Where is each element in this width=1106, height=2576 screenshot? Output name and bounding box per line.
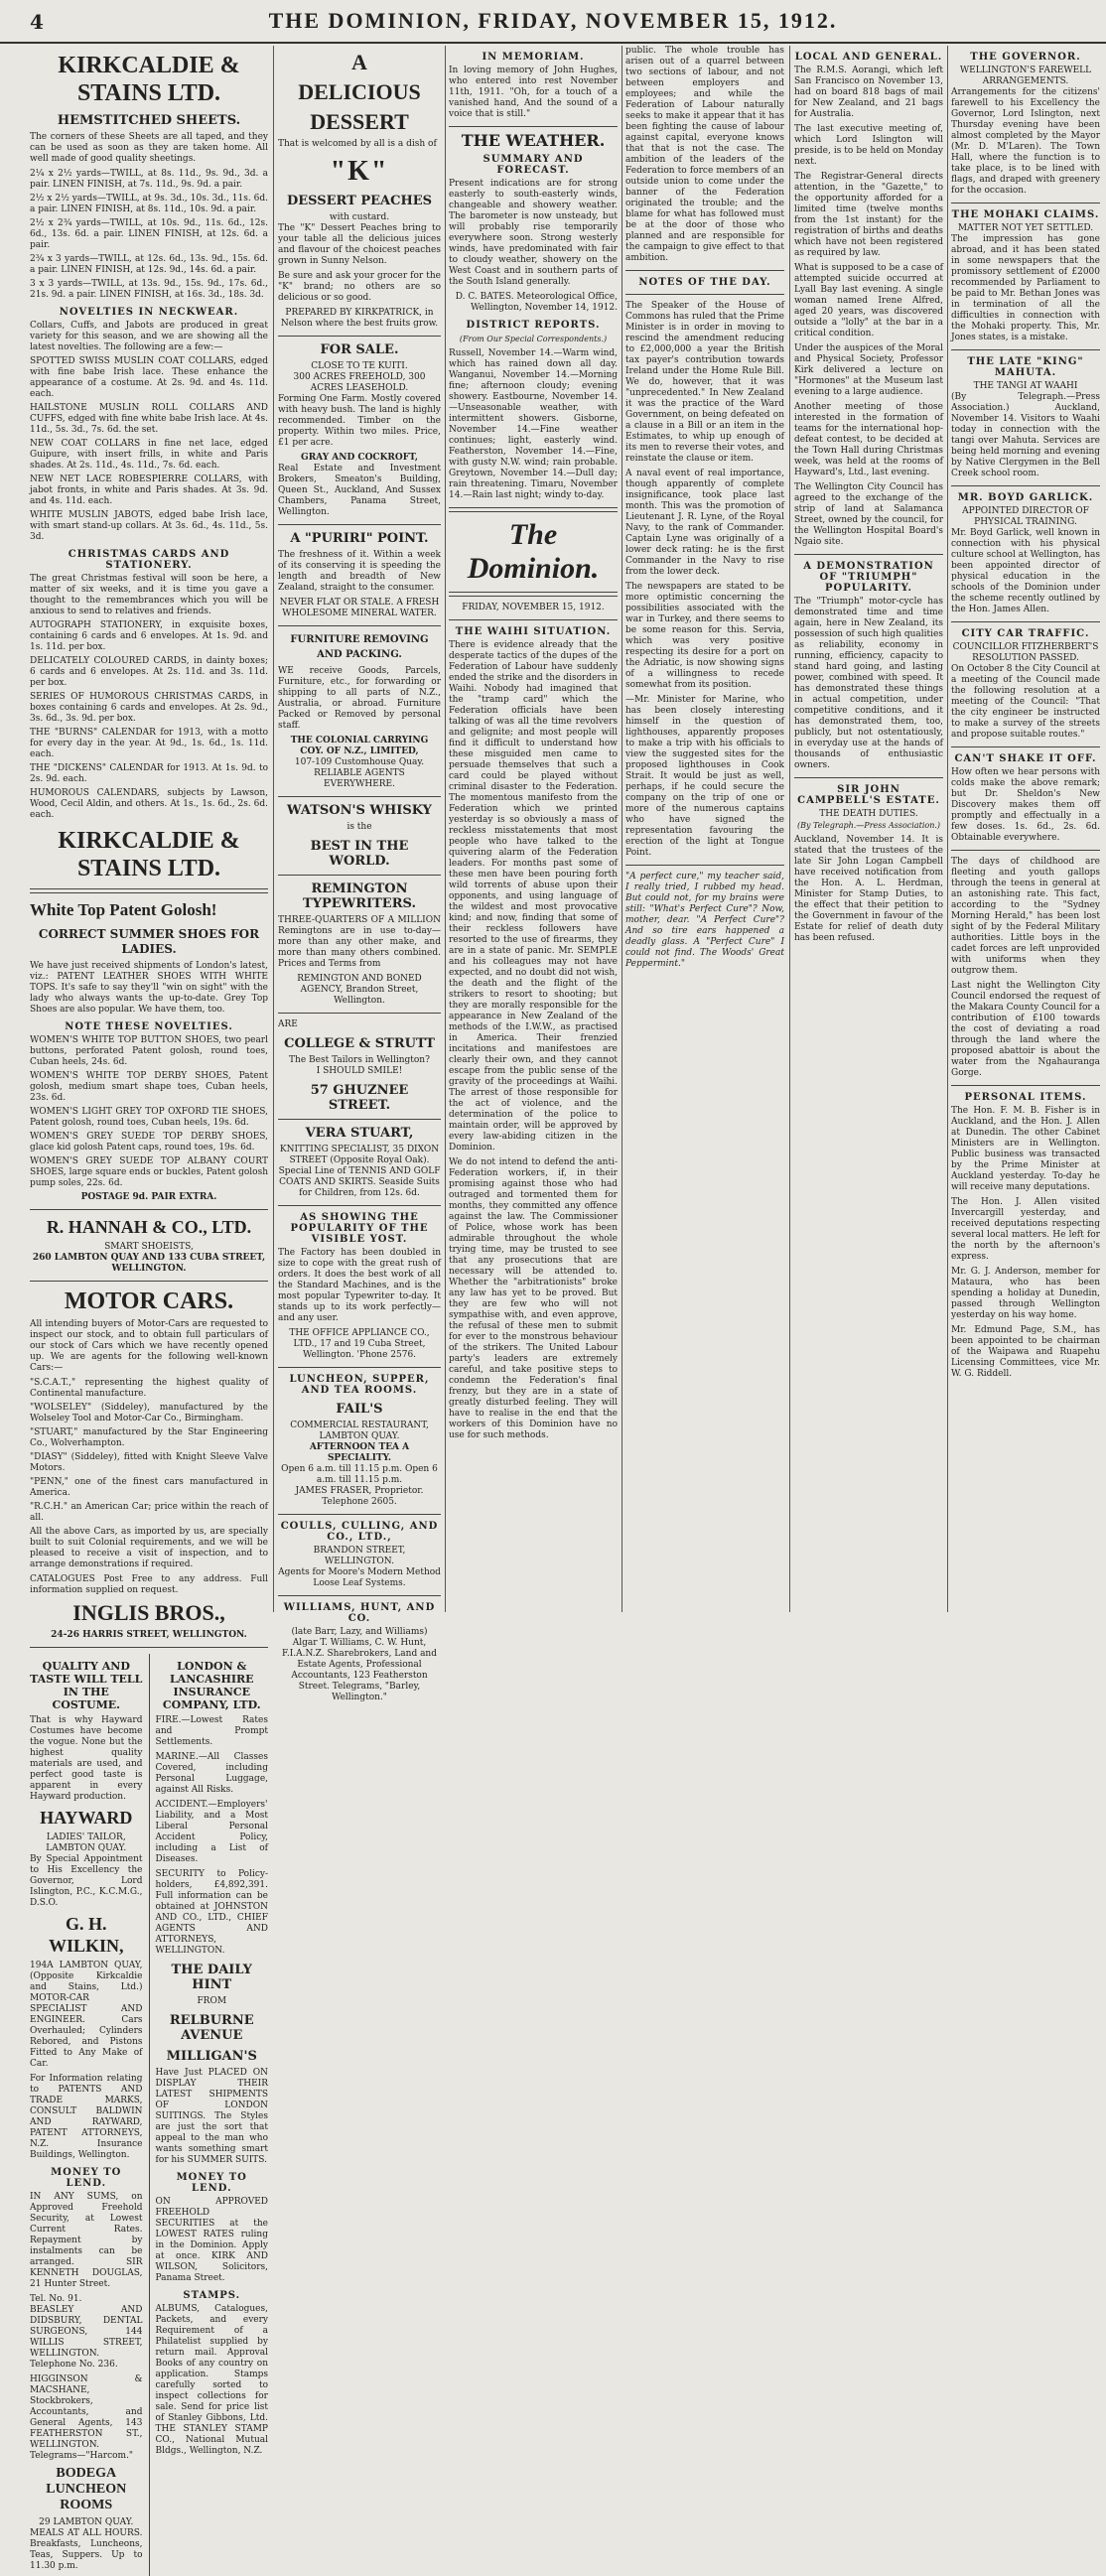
williams-text: (late Barr, Lazy, and Williams) Algar T. Williams, C. W. Hunt, F.I.A.N.Z. Sharebrokers, Land and Estate Agents, Professional Accountants, 123 Featherston Street. Telegrams, "Barley, Wellington." [281, 1627, 437, 1702]
puriri-footer: NEVER FLAT OR STALE. A FRESH WHOLESOME MINERAL WATER. [279, 598, 440, 618]
bodega-text: MEALS AT ALL HOURS. Breakfasts, Luncheons, Teas, Suppers. Up to 11.30 p.m. [30, 2528, 143, 2571]
postage-note: POSTAGE 9d. PAIR EXTRA. [80, 1192, 217, 1202]
mahuta-text: (By Telegraph.—Press Association.) Auckland, November 14. Visitors to Waahi today in connection with the tangi over Mahuta. Services are being held morning and evening by Native Clergymen in the Bell Creek school room. [951, 392, 1100, 478]
catalogues-note: CATALOGUES Post Free to any address. Full information supplied on request. [30, 1574, 268, 1595]
governor-subheading: WELLINGTON'S FAREWELL ARRANGEMENTS. [959, 66, 1092, 86]
column-divider [947, 46, 948, 1612]
inglis-address: 24-26 HARRIS STREET, WELLINGTON. [51, 1630, 247, 1640]
governor-text: Arrangements for the citizens' farewell to his Excellency the Governor, Lord Islington, next Thursday evening have been almost completed by the Mayor (Mr. D. M'Laren). The Town Hall, where the function is to take place, is to be lined with flags, and draped with greenery for the occasion. [951, 87, 1100, 196]
waihi-heading: THE WAIHI SITUATION. [455, 626, 612, 637]
golosh-subtitle: CORRECT SUMMER SHOES FOR LADIES. [38, 927, 260, 956]
divider [278, 1367, 441, 1368]
garlick-heading: MR. BOYD GARLICK. [957, 492, 1094, 503]
local-text-3: The Registrar-General directs attention, in the "Gazette," to the opportunity afforded for a limited time (twelve months from the 1st instant) for the registration of births and deaths which have not been registered as required by law. [794, 172, 943, 258]
close-to: CLOSE TO TE KUITI. [311, 361, 408, 371]
shoes-heading: NOTE THESE NOVELTIES. [65, 1021, 233, 1032]
weather-text: Present indications are for strong easterly to south-easterly winds, changeable and showery weather. The barometer is now unsteady, but will probably rise temporarily everywhere soon. Strong westerly winds, have predominated with fair to cloudy weather, showery on the West Coast and in southern parts of the South Island generally. [449, 179, 618, 287]
memoriam-heading: IN MEMORIAM. [482, 52, 585, 63]
bodega-title: BODEGA LUNCHEON ROOMS [46, 2466, 127, 2512]
furniture-text: WE receive Goods, Parcels, Furniture, etc., for forwarding or shipping to all parts of N.Z., Australia, or abroad. Furniture Packed or Removed by personal staff. [278, 666, 441, 731]
motor-car-item: "R.C.H." an American Car; price within the reach of all. [30, 1502, 268, 1523]
hemstitched-intro: The corners of these Sheets are all taped, and they can be used as soon as they are taken home. All well made of good quality sheetings. [30, 132, 268, 164]
neckwear-item: WHITE MUSLIN JABOTS, edged babe Irish lace, with smart stand-up collars. At 3s. 6d., 4s. 11d., 5s. 3d. [30, 510, 268, 542]
divider [278, 875, 441, 876]
telephone-2: Telephone 2605. [322, 1497, 397, 1507]
weather-signature: D. C. BATES. Meteorological Office, Wellington, November 14, 1912. [455, 292, 618, 313]
london-marine: MARINE.—All Classes Covered, including Personal Luggage, against All Risks. [155, 1752, 268, 1795]
divider [30, 1647, 268, 1648]
commercial-restaurant: COMMERCIAL RESTAURANT, LAMBTON QUAY. [290, 1421, 429, 1441]
two-column-ads [30, 1654, 268, 2576]
telephone-number: Tel. No. 91. [30, 2294, 82, 2304]
xmas-item: SERIES OF HUMOROUS CHRISTMAS CARDS, in boxes containing 6 cards and envelopes. At 2s. 9d., 3s. 6d., 3s. 9d. per box. [30, 692, 268, 724]
garlick-text: Mr. Boyd Garlick, well known in connection with his physical culture school at Wellington, has been appointed director of physical education in the schools of the Dominion under the scheme recently outlined by the Hon. James Allen. [951, 528, 1100, 614]
xmas-item: THE "DICKENS" CALENDAR for 1913. At 1s. 9d. to 2s. 9d. each. [30, 763, 268, 784]
governor-heading: THE GOVERNOR. [970, 52, 1081, 63]
memoriam-text: In loving memory of John Hughes, who entered into rest November 11th, 1911. "Oh, for a touch of a vanished hand, And the sound of a voice that is still." [449, 66, 618, 119]
remington-address: REMINGTON AND BONED AGENCY, Brandon Street, Wellington. [297, 974, 422, 1006]
shake-text: How often we hear persons with colds make the above remark; but Dr. Sheldon's New Discovery makes them off promptly and effectually in a few doses. 1s. 6d., 2s. 6d. Obtainable everywhere. [951, 767, 1100, 843]
with-custard: with custard. [329, 212, 390, 222]
coulls-agents: Agents for Moore's Modern Method Loose Leaf Systems. [278, 1567, 441, 1588]
are-label: ARE [278, 1019, 298, 1029]
motor-cars-text: All intending buyers of Motor-Cars are requested to inspect our stock, and to obtain full particulars of our stock of Cars which we have recently opened up. We are agents for the following well-known Cars:— [30, 1319, 268, 1373]
sheet-price: 2¼ x 2½ yards—TWILL, at 8s. 11d., 9s. 9d., 3d. a pair. LINEN FINISH, at 7s. 11d., 9s. 9d. a pair. [30, 169, 268, 190]
divider [30, 1209, 268, 1210]
college-strutt: COLLEGE & STRUTT [284, 1036, 435, 1051]
matter-text: The impression has gone abroad, and it has been stated in some newspapers that the promissory settlement of £2000 recommended by Parliament to be paid to Mr. Bethan Jones was in termination of all the difficulties in connection with the Mohaki property. This, Mr. Jones states, is a mistake. [951, 234, 1100, 342]
left-ads [30, 1654, 143, 2576]
wilkin-text: 194A LAMBTON QUAY, (Opposite Kirkcaldie and Stains, Ltd.) MOTOR-CAR SPECIALIST AND ENGINEER. Cars Overhauled; Cylinders Rebored, and Pistons Fitted to Any Make of Car. [30, 1961, 143, 2069]
stamps-text: ALBUMS, Catalogues, Packets, and every Requirement of a Philatelist supplied by return mail. Approval Books of any country on application. Stamps carefully sorted to inspect collections for sale. Send for price list of Stanley Gibbons, Ltd. THE STANLEY STAMP CO., National Mutual Bldgs., Wellington, N.Z. [155, 2304, 268, 2456]
motor-car-item: "DIASY" (Siddeley), fitted with Knight Sleeve Valve Motors. [30, 1452, 268, 1473]
garlick-subheading: APPOINTED DIRECTOR OF PHYSICAL TRAINING. [962, 506, 1089, 527]
colonial-name: THE COLONIAL CARRYING COY. OF N.Z., LIMITED, [290, 736, 429, 756]
matter-heading: MATTER NOT YET SETTLED. [957, 223, 1094, 233]
dessert-peaches: DESSERT PEACHES [286, 194, 433, 208]
right-ads [149, 1654, 269, 2576]
neckwear-item: HAILSTONE MUSLIN ROLL COLLARS AND CUFFS, edged with fine white babe Irish lace. At 4s. 11d., 5s. 3d., 7s. 6d. the set. [30, 403, 268, 435]
fails-name: FAIL'S [336, 1402, 383, 1417]
xmas-item: AUTOGRAPH STATIONERY, in exquisite boxes, containing 6 cards and 6 envelopes. At 1s. 9d. and 1s. 11d. per box. [30, 620, 268, 652]
xmas-item: THE "BURNS" CALENDAR for 1913, with a motto for every day in the year. At 9d., 1s. 6d., 1s. 11d. each. [30, 728, 268, 759]
motor-car-item: "STUART," manufactured by the Star Engineering Co., Wolverhampton. [30, 1427, 268, 1448]
district-text: Russell, November 14.—Warm wind, which has rained down all day. Wanganui, November 14.—Morning fine; afternoon cloudy; evening showery. Eastbourne, November 14.—Unseasonable weather, with intermittent showers. Gisborne, November 14.—Fine weather continues; light, easterly wind. Featherston, November 14.—Fine, with gusty N.W. wind; rain probable. Greytown, November 14.—Dull day; rain threatening. Timaru, November 14.—Rain last night; windy to-day. [449, 348, 618, 500]
divider [449, 592, 618, 597]
hannah-subtitle: SMART SHOEISTS, [104, 1242, 194, 1252]
puriri-text: The freshness of it. Within a week of its conserving it is speeding the length and breadth of New Zealand, straight to the consumer. [278, 550, 441, 593]
shake-heading: CAN'T SHAKE IT OFF. [954, 753, 1097, 764]
gray-name: GRAY AND COCKROFT, [301, 453, 418, 463]
dentists-text: BEASLEY AND DIDSBURY, DENTAL SURGEONS, 144 WILLIS STREET, WELLINGTON. Telephone No. 236. [30, 2305, 143, 2370]
divider [951, 485, 1100, 486]
hannah-title: R. HANNAH & CO., LTD. [46, 1217, 252, 1237]
mohaki-heading: THE MOHAKI CLAIMS. [951, 209, 1100, 220]
shoe-item: WOMEN'S LIGHT GREY TOP OXFORD TIE SHOES, Patent golosh, round toes, Cuban heels, 19s. 6d. [30, 1107, 268, 1128]
furniture-title: FURNITURE REMOVING AND PACKING. [290, 634, 429, 660]
welcome-text: That is welcomed by all is a dish of [278, 139, 437, 149]
divider [449, 507, 618, 512]
divider [278, 1205, 441, 1206]
local-text-5: Under the auspices of the Moral and Physical Society, Professor Kirk delivered a lecture on "Hormones" at the Museum last evening to a large audience. [794, 343, 943, 397]
golosh-title: White Top Patent Golosh! [30, 900, 217, 919]
gray-text: Real Estate and Investment Brokers, Smeaton's Building, Queen St., Auckland, And Sussex Chambers, Panama Street, Wellington. [278, 464, 441, 517]
visible-text: The Factory has been doubled in size to cope with the great rush of orders. It does the best work of all the Standard Machines, and is the most popular Typewriter to-day. It stands up to its work perfectly—and any user. [278, 1248, 441, 1323]
column-1 [30, 46, 268, 2571]
local-text-4: What is supposed to be a case of attempted suicide occurred at Lyall Bay last evening. A single woman named Irene Alfred, aged 20 years, was discovered outside a "lolly" at the bar in a critical condition. [794, 263, 943, 339]
waihi-text: There is evidence already that the desperate tactics of the dupes of the Federation of Labour have suddenly ended the strike and the disorders in Waihi. Nobody had imagined that the "tramp card" which the Federation officials have been talking of was all the time revolvers and gelignite; and most people will find it difficult to understand how these misguided men came to persuade themselves that such a card could be played without criminal disaster to the Federation. The momentous manifesto from the Federation which we printed yesterday is so obviously a mass of reckless misstatements that most people who have talked to the quivering alarm of the Federation leaders. For months past some of these men have been pouring forth wild torrents of abuse upon their opponents, and using language of the wildest and most provocative kind; and now, finding that some of their reckless followers have resorted to the use of firearms, they are in a state of panic. Mr. SEMPLE and his colleagues may not have expected, and no doubt did not wish, the death and the flight of the strikers to resort to shooting; but they are morally responsible for the appearance in New Zealand of the methods of the I.W.W., as practised in America. Their frenzied incitations and manifestoes are clearly their own, and they cannot escape from the public sense of the gravity of the proceedings at Waihi. The arrest of those responsible for the act of violence, and the determination of the police to maintain order, will be approved by every law-abiding citizen in the Dominion. [449, 640, 618, 1152]
hayward-name: HAYWARD [40, 1808, 133, 1828]
london-security: SECURITY to Policy-holders, £4,892,391. Full information can be obtained at JOHNSTON AND CO., LTD., CHIEF AGENTS AND ATTORNEYS, WELLINGTON. [155, 1869, 268, 1956]
college-subtitle: The Best Tailors in Wellington? [289, 1055, 430, 1065]
milligans-title: MILLIGAN'S [166, 2049, 257, 2064]
divider [794, 554, 943, 555]
dominion-logo-title: The Dominion. [467, 518, 600, 585]
bodega-address: 29 LAMBTON QUAY. [39, 2517, 134, 2527]
hannah-address: 260 LAMBTON QUAY AND 133 CUBA STREET, WELLINGTON. [32, 1253, 266, 1274]
citycar-subheading: COUNCILLOR FITZHERBERT'S RESOLUTION PASSED. [952, 642, 1099, 663]
weather-heading: THE WEATHER. [461, 131, 606, 150]
shoe-item: WOMEN'S WHITE TOP DERBY SHOES, Patent golosh, medium smart shape toes, Cuban heels, 23s. 6d. [30, 1071, 268, 1103]
personal-text: The Hon. F. M. B. Fisher is in Auckland, and the Hon. J. Allen at Dunedin. The other Cabinet Ministers are in Wellington. Public business was transacted by the Prime Minister at Auckland yesterday. To-day he will receive many deputations. [951, 1106, 1100, 1192]
vera-text: KNITTING SPECIALIST, 35 DIXON STREET (Opposite Royal Oak). Special Line of TENNIS AND GOLF COATS AND SKIRTS. Seaside Suits for Children, from 12s. 6d. [278, 1145, 441, 1198]
hayward-subtitle: LADIES' TAILOR, LAMBTON QUAY. [46, 1832, 127, 1853]
waihi-text-2: We do not intend to defend the anti-Federation workers, if, in their promising against those who had outraged and tormented them for months, they committed any offence against the law. The Commissioner of Police, whose work has been admirable throughout the whole trying time, may be trusted to see that any prosecutions that are necessary will be attended to. Whether the "arbitrationists" broke any law has yet to be proved. But they are few who will not sympathise with, and even approve, the refusal of these men to submit for ever to the monstrous behaviour of the strikers. The United Labour party's leaders are extremely careful, and take positive steps to condemn the Federation's final frenzy, but they are in a state of greatly disturbed feeling. They will have to realise in the end that the workers of this Dominion have no use for such methods. [449, 1157, 618, 1440]
k-brand: "K" [330, 156, 389, 187]
watson-best: BEST IN THE WORLD. [310, 839, 409, 869]
motor-cars-title: MOTOR CARS. [64, 1288, 234, 1314]
divider [951, 621, 1100, 622]
london-insurance-title: LONDON & LANCASHIRE INSURANCE COMPANY, LTD. [162, 1660, 261, 1711]
column-2 [278, 46, 441, 1702]
local-text-7: The Wellington City Council has agreed to the exchange of the strip of land at Salamanca Street, owned by the council, for the Wellington Hospital Board's Ngaio site. [794, 482, 943, 547]
sheet-price: 2½ x 2½ yards—TWILL, at 9s. 3d., 10s. 3d., 11s. 6d. a pair. LINEN FINISH, at 8s. 11d., 10s. 9d. a pair. [30, 194, 268, 214]
neckwear-item: NEW NET LACE ROBESPIERRE COLLARS, with jabot fronts, in white and Paris shades. At 3s. 9d. and 4s. 11d. each. [30, 475, 268, 506]
should-smile: I SHOULD SMILE! [316, 1066, 403, 1076]
divider [278, 1514, 441, 1515]
golosh-text: We have just received shipments of London's latest, viz.: PATENT LEATHER SHOES WITH WHITE TOPS. It's safe to say they'll "win on sight" with the lady who always wants the up-to-date. Grey Top Shoes are also popular. We have them, too. [30, 961, 268, 1015]
district-subheading: (From Our Special Correspondents.) [459, 335, 608, 343]
williams-name: WILLIAMS, HUNT, AND CO. [283, 1602, 436, 1624]
triumph-heading: A DEMONSTRATION OF "TRIUMPH" POPULARITY. [803, 561, 934, 594]
local-continued: The days of childhood are fleeting and youth gallops through the teens in general at an astonishing rate. This fact, according to the "Sydney Morning Herald," has been lost sight of by the Federal Military authorities. Little boys in the cadet forces are left unprovided with uniforms when they outgrow them. [951, 857, 1100, 976]
divider [278, 1119, 441, 1120]
london-fire: FIRE.—Lowest Rates and Prompt Settlements. [155, 1715, 268, 1747]
dominion-date: FRIDAY, NOVEMBER 15, 1912. [462, 603, 605, 612]
divider [30, 888, 268, 893]
campbell-source: (By Telegraph.—Press Association.) [796, 821, 941, 830]
coulls-name: COULLS, CULLING, AND CO., LTD., [280, 1521, 439, 1543]
opening-hours: Open 6 a.m. till 11.15 p.m. Open 6 a.m. till 11.15 p.m. [281, 1464, 438, 1485]
newspaper-title: THE DOMINION, FRIDAY, NOVEMBER 15, 1912. [268, 8, 838, 33]
mahuta-subheading: THE TANGI AT WAAHI [973, 381, 1078, 391]
notes-text-4: —Mr. Minister for Marine, who has been closely interesting himself in the question of lighthouses, apparently proposes to make a trip with his officials to view the suggested sites for the proposed lighthouses in Cook Strait. It would be just as well, perhaps, if he could secure the company on the trip of one or more of the numerous captains who have signed the representation favouring the erection of the light at Tongue Point. [625, 695, 784, 858]
motor-car-item: "PENN," one of the finest cars manufactured in America. [30, 1477, 268, 1498]
column-divider [789, 46, 790, 1612]
neckwear-item: SPOTTED SWISS MUSLIN COAT COLLARS, edged with fine babe Irish lace. These enhance the appearance of a costume. At 2s. 9d. and 4s. 11d. each. [30, 356, 268, 399]
column-divider [445, 46, 446, 1612]
personal-text-2: The Hon. J. Allen visited Invercargill yesterday, and received deputations respecting several local matters. He left for the north by the afternoon's express. [951, 1197, 1100, 1262]
masthead [0, 0, 1106, 44]
watson-is: is the [346, 822, 372, 832]
shoe-item: WOMEN'S WHITE TOP BUTTON SHOES, two pearl buttons, perforated Patent golosh, round toes, Cuban heels, 24s. 6d. [30, 1035, 268, 1067]
milligans-text: Have Just PLACED ON DISPLAY THEIR LATEST SHIPMENTS OF LONDON SUITINGS. The Styles are just the sort that appeal to the man who wants something smart for his SUMMER SUITS. [155, 2068, 268, 2165]
divider [951, 746, 1100, 747]
quality-text: That is why Hayward Costumes have become the vogue. None but the highest quality materials are used, and perfect good taste is apparent in every Hayward production. [30, 1715, 143, 1802]
shoe-item: WOMEN'S GREY SUEDE TOP ALBANY COURT SHOES, large square ends or buckles, Patent golosh pump soles, 22s. 6d. [30, 1156, 268, 1188]
local-heading: LOCAL AND GENERAL. [794, 52, 943, 63]
divider [278, 336, 441, 337]
column-divider [273, 46, 274, 1612]
money-text-2: ON APPROVED FREEHOLD SECURITIES at the LOWEST RATES ruling in the Dominion. Apply at once. KIRK AND WILSON, Solicitors, Panama Street. [155, 2197, 268, 2283]
mahuta-heading: THE LATE "KING" MAHUTA. [967, 356, 1084, 378]
public-text: public. The whole trouble has arisen out of a quarrel between two sections of labour, and not between employers and employees; and while the Federation of Labour naturally seeks to make it appear that it has been fighting the cause of labour against capital, everyone knows that that is not the case. The ambition of the leaders of the Federation to force members of an outside union to come under the banner of the Federation originated the trouble; and the blame for what has followed must be at the door of those who planned and are responsible for the campaign to give effect to that ambition. [625, 46, 784, 263]
ghuznee-street: 57 GHUZNEE STREET. [310, 1083, 409, 1113]
daily-hint-title: THE DAILY HINT [171, 1963, 252, 1992]
fraser-name: JAMES FRASER, Proprietor. [295, 1486, 424, 1496]
inglis-title: INGLIS BROS., [72, 1600, 225, 1625]
local-continued-2: Last night the Wellington City Council endorsed the request of the Makara County Council for a contribution of £100 towards the cost of deviating a road through the land where the proposed abattoir is about the water from the Ngahauranga Gorge. [951, 981, 1100, 1078]
column-4 [625, 46, 784, 1612]
peaches-text-2: Be sure and ask your grocer for the "K" brand; no others are so delicious or so good. [278, 271, 441, 303]
motor-cars-footer: All the above Cars, as imported by us, are specially built to suit Colonial requirements, and we will be pleased to receive a visit of inspection, and to arrange demonstrations if required. [30, 1527, 268, 1569]
remington-title: REMINGTON TYPEWRITERS. [303, 881, 416, 911]
puriri-title: A "PURIRI" POINT. [290, 531, 429, 546]
divider [951, 850, 1100, 851]
delicious-heading: DELICIOUS [298, 79, 421, 104]
luncheon-title: LUNCHEON, SUPPER, AND TEA ROOMS. [289, 1374, 430, 1396]
divider [278, 796, 441, 797]
neckwear-item: Collars, Cuffs, and Jabots are produced in great variety for this season, and we are showing all the latest novelties. The following are a few:— [30, 321, 268, 352]
motor-car-item: "S.C.A.T.," representing the highest quality of Continental manufacture. [30, 1378, 268, 1399]
peppermint-poem: "A perfect cure," my teacher said, I really tried, I rubbed my head. But could not, for my brains were still: "What's Perfect Cure"? Now, mother, dear. "A Perfect Cure"? And so tire ears happened a deadly glass. A "Perfect Cure" I could not find. The Woods' Great Peppermint." [625, 872, 784, 969]
personal-text-4: Mr. Edmund Page, S.M., has been appointed to be chairman of the Waipawa and Ruapehu Licensing Committees, vice Mr. W. G. Riddell. [951, 1325, 1100, 1379]
money-text: IN ANY SUMS, on Approved Freehold Security, at Lowest Current Rates. Repayment by instalments can be arranged. SIR KENNETH DOUGLAS, 21 Hunter Street. [30, 2192, 143, 2289]
column-6 [951, 46, 1100, 1612]
campbell-text: Auckland, November 14. It is stated that the trustees of the late Sir John Logan Campbell have received notification from the Hon. A. L. Herdman, Minister for Stamp Duties, to the effect that their petition to the Government in favour of the Estate for relief of death duty has been refused. [794, 835, 943, 943]
money-heading: MONEY TO LEND. [51, 2167, 122, 2189]
visible-heading: AS SHOWING THE POPULARITY OF THE VISIBLE YOST. [290, 1212, 429, 1245]
patents-text: For Information relating to PATENTS AND TRADE MARKS, CONSULT BALDWIN AND RAYWARD, PATENT ATTORNEYS, N.Z. Insurance Buildings, Wellington. [30, 2074, 143, 2160]
divider [30, 1281, 268, 1282]
campbell-subheading: THE DEATH DUTIES. [819, 809, 918, 819]
divider [278, 524, 441, 525]
acres: 300 ACRES FREEHOLD, 300 ACRES LEASEHOLD. [293, 372, 426, 393]
local-text: The R.M.S. Aorangi, which left San Francisco on November 13, had on board 818 bags of mail for New Zealand, and 21 bags for Australia. [794, 66, 943, 119]
peaches-text: The "K" Dessert Peaches bring to your table all the delicious juices and flavour of the choicest peaches grown in Sunny Nelson. [278, 223, 441, 266]
personal-text-3: Mr. G. J. Anderson, member for Mataura, who has been spending a holiday at Dunedin, passed through Wellington yesterday on his way home. [951, 1267, 1100, 1320]
neckwear-heading: NOVELTIES IN NECKWEAR. [59, 307, 239, 318]
local-text-2: The last executive meeting of, which Lord Islington will preside, is to be held on Monday next. [794, 124, 943, 167]
afternoon-tea: AFTERNOON TEA A SPECIALITY. [309, 1442, 410, 1463]
xmas-heading: CHRISTMAS CARDS AND STATIONERY. [68, 549, 230, 571]
office-appliance: THE OFFICE APPLIANCE CO., LTD., 17 and 19 Cuba Street, Wellington. 'Phone 2576. [289, 1328, 430, 1360]
higginson-text: HIGGINSON & MACSHANE, Stockbrokers, Accountants, and General Agents, 143 FEATHERSTON ST., WELLINGTON. Telegrams—"Harcom." [30, 2374, 143, 2461]
divider [449, 619, 618, 620]
divider [278, 1595, 441, 1596]
district-heading: DISTRICT REPORTS. [466, 320, 601, 331]
shoe-item: WOMEN'S GREY SUEDE TOP DERBY SHOES, glace kid golosh Patent caps, round toes, 19s. 6d. [30, 1132, 268, 1152]
citycar-heading: CITY CAR TRAFFIC. [961, 628, 1090, 639]
notes-text-3: The newspapers are stated to be more optimistic concerning the possibilities associated with the war in Turkey, and there seems to be some reason for this. Servia, which was very positive respecting its desire for a port on the Adriatic, is now showing signs of a willingness to recede somewhat from its position. [625, 582, 784, 690]
personal-heading: PERSONAL ITEMS. [964, 1092, 1087, 1103]
watson-name: WATSON'S WHISKY [287, 803, 432, 818]
divider [951, 349, 1100, 350]
daily-hint-from: FROM [197, 1996, 227, 2006]
divider [625, 865, 784, 866]
vera-title: VERA STUART, [305, 1126, 414, 1141]
column-5 [794, 46, 943, 1612]
stamps-heading: STAMPS. [183, 2290, 241, 2301]
divider [794, 777, 943, 778]
remington-text: THREE-QUARTERS OF A MILLION Remingtons are in use to-day—more than any other make, and more than many others combined. Prices and Terms from [278, 915, 441, 969]
farm-text: Forming One Farm. Mostly covered with heavy bush. The land is highly recommended. Timber on the property. Within two miles. Price, £1 per acre. [278, 394, 441, 448]
triumph-text: The "Triumph" motor-cycle has demonstrated time and time again, here in New Zealand, its possession of such high qualities as reliability, economy in running, efficiency, capacity to stand hard going, and lasting power, combined with speed. It has demonstrated these things in actual competition, under competitive conditions, and it has demonstrated them, too, publicly, but not ostentatiously, in everyday use at the hands of thousands of enthusiastic owners. [794, 597, 943, 770]
kirkcaldie-title-footer: KIRKCALDIE & STAINS LTD. [58, 828, 240, 881]
money-heading-2: MONEY TO LEND. [176, 2172, 247, 2194]
local-text-6: Another meeting of those interested in the formation of teams for the international hop-defeat contest, to be decided at the Town Hall during Christmas week, was held at the rooms of Hayward's, Ltd., last evening. [794, 402, 943, 477]
coulls-address: BRANDON STREET, WELLINGTON. [313, 1546, 406, 1566]
wilkin-name: G. H. WILKIN, [48, 1914, 124, 1956]
sheet-price: 2½ x 2¾ yards—TWILL, at 10s. 9d., 11s. 6d., 12s. 6d., 13s. 6d. a pair. LINEN FINISH, at 12s. 6d. a pair. [30, 218, 268, 250]
motor-car-item: "WOLSELEY" (Siddeley), manufactured by the Wolseley Tool and Motor-Car Co., Birmingham. [30, 1403, 268, 1424]
divider [625, 294, 784, 295]
notes-text-2: A naval event of real importance, though apparently of complete insignificance, took place last month. This was the promotion of Lieutenant J. R. Lyne, of the Royal Navy, to the rank of Commander. Captain Lyne was originally of a lower deck rating: he is the first Commander in the Navy to rise from the lower deck. [625, 469, 784, 577]
sheet-price: 2¾ x 3 yards—TWILL, at 12s. 6d., 13s. 9d., 15s. 6d. a pair. LINEN FINISH, at 12s. 9d., 14s. 6d. a pair. [30, 254, 268, 275]
divider [278, 1013, 441, 1014]
page-number: 4 [30, 10, 44, 34]
hemstitched-heading: HEMSTITCHED SHEETS. [57, 113, 241, 128]
notes-text: The Speaker of the House of Commons has ruled that the Prime Minister is in order in moving to rescind the amendment reducing to £2,000,000 a year the British tax payer's contribution towards Ireland under the Home Rule Bill. We do, however, that it was "unprecedented." In New Zealand it was the practice of the Ward Government, on being defeated on a clause in a Bill or an item in the Estimates, to whip up enough of its men to reverse their votes, and reinstate the clause or item. [625, 301, 784, 464]
divider [625, 270, 784, 271]
daily-hint-street: RELBURNE AVENUE [169, 2013, 254, 2043]
xmas-item: HUMOROUS CALENDARS, subjects by Lawson, Wood, Cecil Aldin, and others. At 1s., 1s. 6d., 2s. 6d. each. [30, 788, 268, 820]
notes-heading: NOTES OF THE DAY. [638, 277, 771, 288]
citycar-text: On October 8 the City Council at a meeting of the Council made the following resolution at a meeting of the Council: "That the city engineer be instructed to make a survey of the streets and propose suitable routes." [951, 664, 1100, 740]
campbell-heading: SIR JOHN CAMPBELL'S ESTATE. [797, 784, 940, 806]
column-3 [449, 46, 618, 1612]
prepared-by: PREPARED BY KIRKPATRICK, in Nelson where the best fruits grow. [280, 308, 439, 329]
colonial-text: 107-109 Customhouse Quay. RELIABLE AGENTS EVERYWHERE. [294, 757, 425, 789]
dessert-heading: DESSERT [310, 109, 409, 134]
quality-title: QUALITY AND TASTE WILL TELL IN THE COSTUME. [30, 1660, 143, 1711]
divider [278, 625, 441, 626]
kirkcaldie-title: KIRKCALDIE & STAINS LTD. [58, 53, 240, 106]
for-sale-heading: FOR SALE. [320, 342, 399, 357]
divider [951, 1085, 1100, 1086]
neckwear-item: NEW COAT COLLARS in fine net lace, edged Guipure, with insert frills, in white and Paris shades. At 2s. 11d., 4s. 11d., 7s. 6d. each. [30, 439, 268, 471]
xmas-item: DELICATELY COLOURED CARDS, in dainty boxes; 6 cards and 6 envelopes. At 2s. 11d. and 3s. 11d. per box. [30, 656, 268, 688]
hayward-appointment: By Special Appointment to His Excellency the Governor, Lord Islington, P.C., K.C.M.G., D.S.O. [30, 1854, 143, 1908]
weather-subheading: SUMMARY AND FORECAST. [483, 154, 584, 176]
divider [449, 126, 618, 127]
sheet-price: 3 x 3 yards—TWILL, at 13s. 9d., 15s. 9d., 17s. 6d., 21s. 9d. a pair. LINEN FINISH, at 16s. 3d., 18s. 3d. [30, 279, 268, 300]
xmas-item: The great Christmas festival will soon be here, a matter of six weeks, and it is time you gave a thought to the remembrances which you will be anxious to send to relatives and friends. [30, 574, 268, 616]
delicious-a: A [351, 50, 367, 74]
london-accident: ACCIDENT.—Employers' Liability, and a Most Liberal Personal Accident Policy, including a List of Diseases. [155, 1800, 268, 1864]
